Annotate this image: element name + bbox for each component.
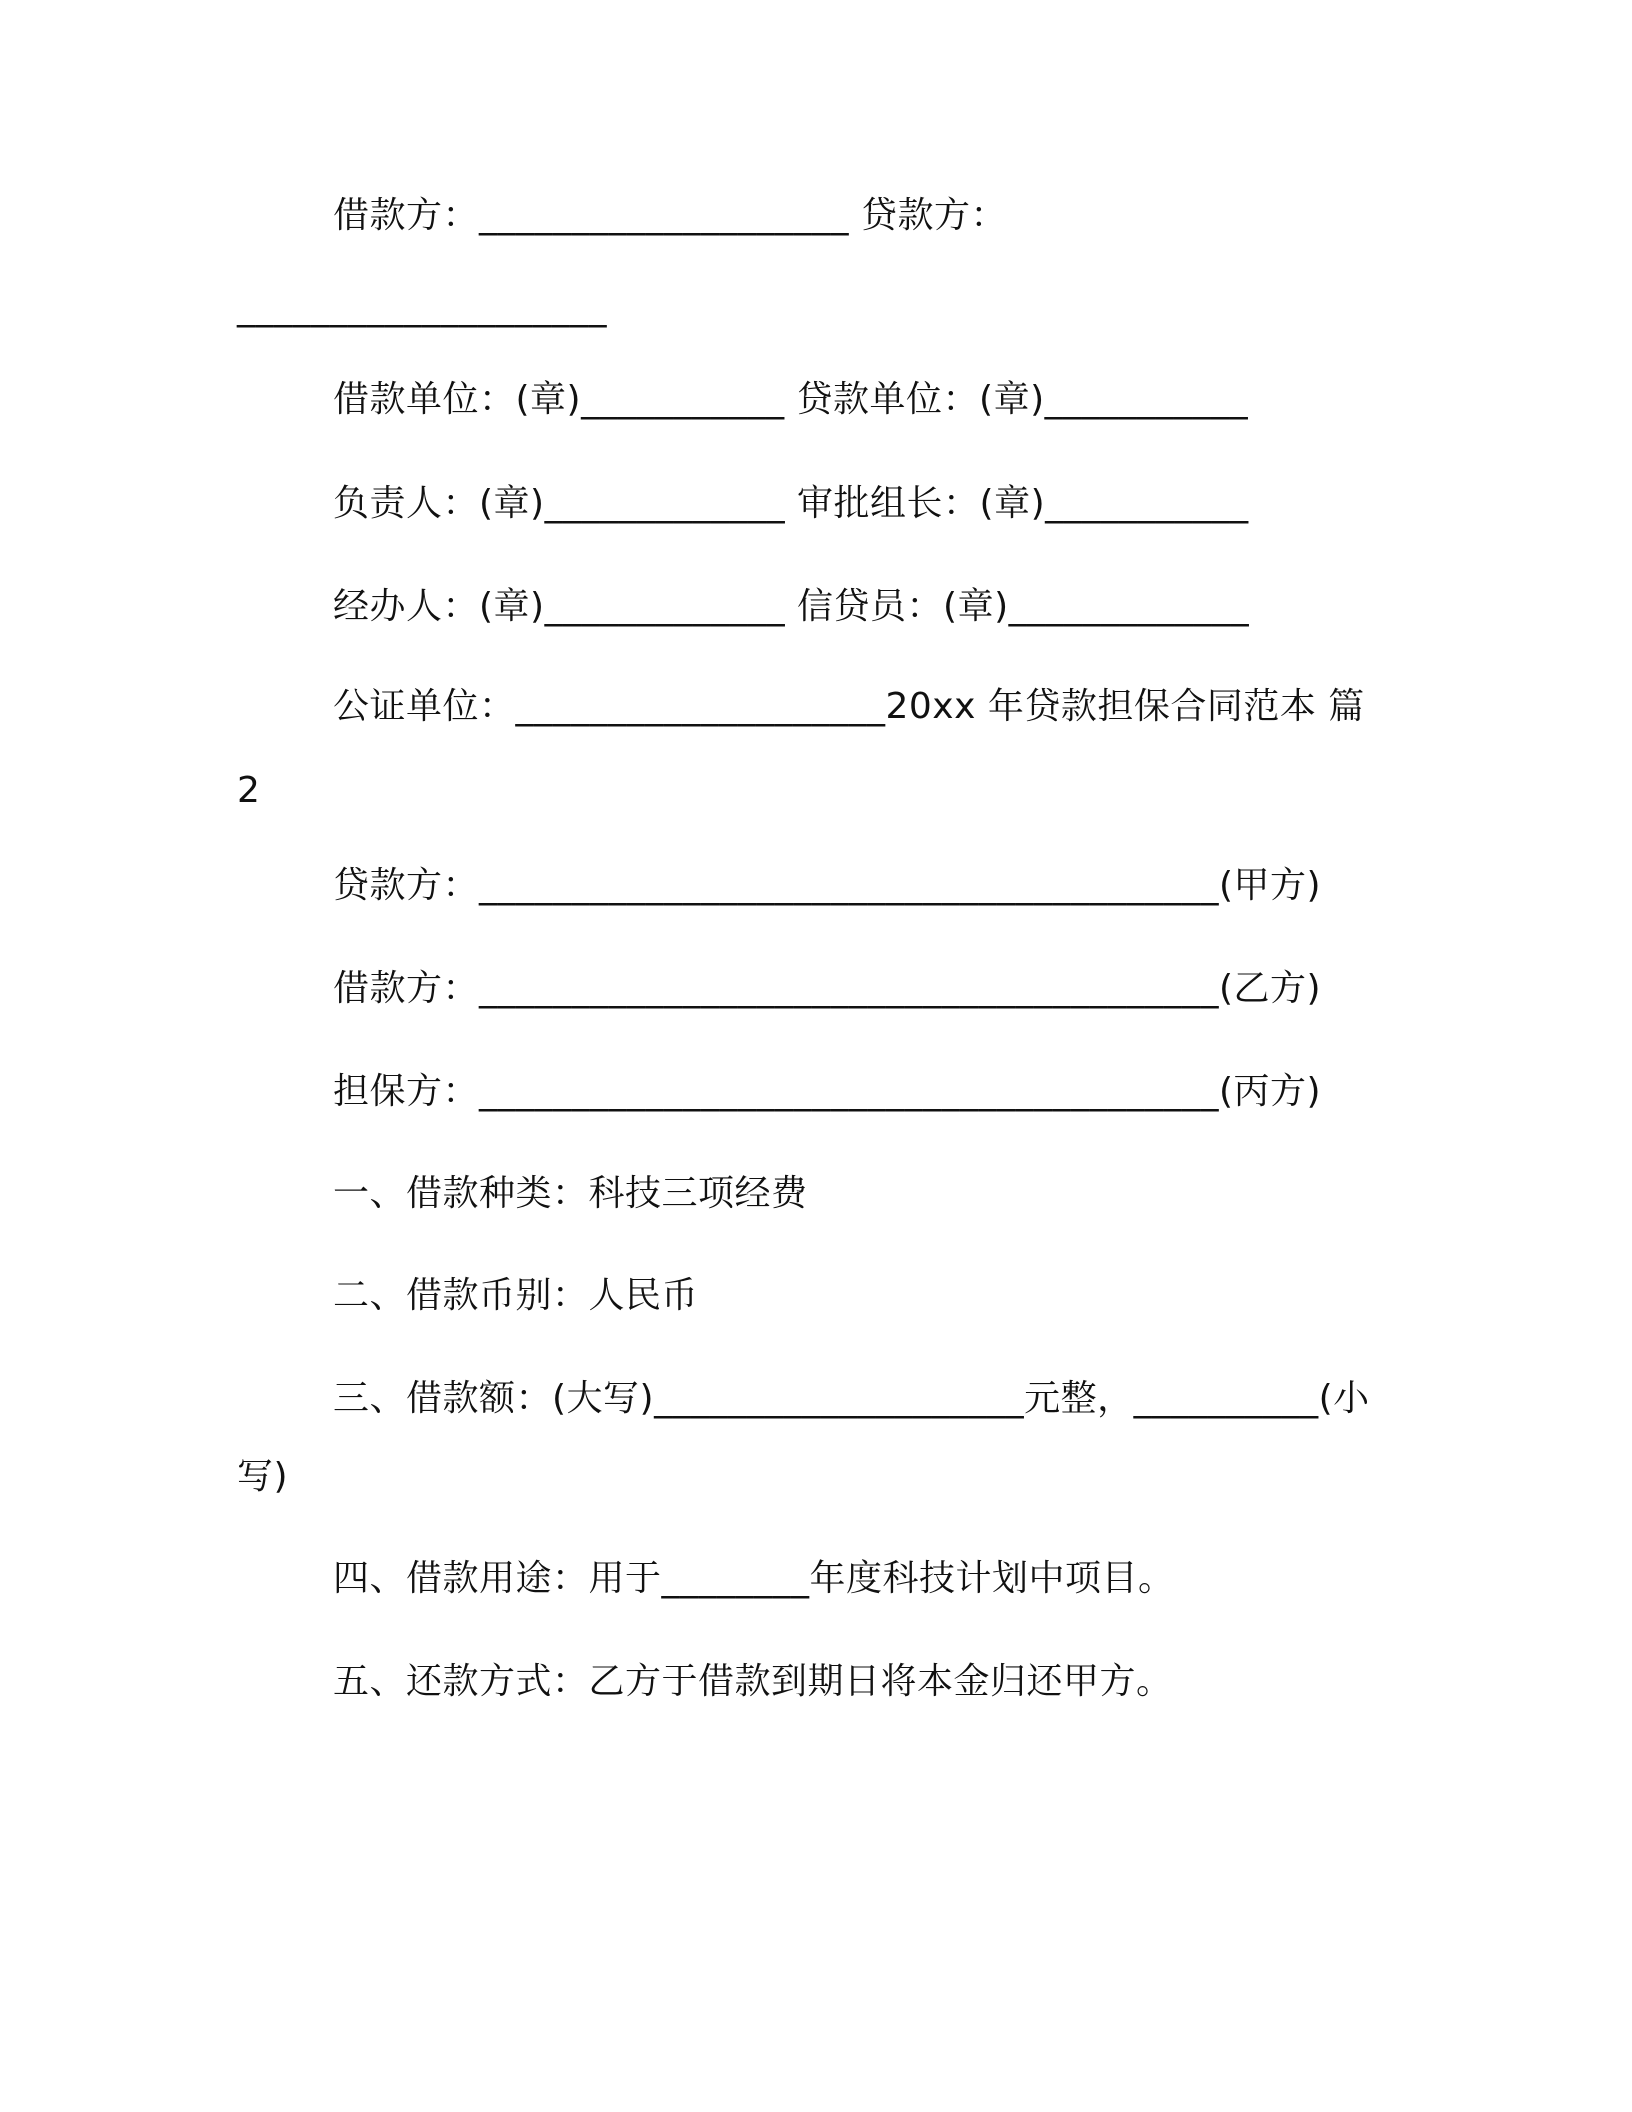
party-a-lender-line: 贷款方：________________________________________(甲方) (333, 865, 1322, 906)
borrowing-lending-unit-line: 借款单位：(章)___________ 贷款单位：(章)___________ (333, 379, 1249, 420)
party-b-borrower-line: 借款方：________________________________________(乙方) (333, 968, 1322, 1009)
clause-loan-currency: 二、借款币别：人民币 (333, 1275, 699, 1316)
signature-lender-blank-line: ____________________ (237, 287, 607, 328)
clause-loan-amount: 三、借款额：(大写)____________________元整，__________(小 (333, 1378, 1370, 1419)
clause-loan-amount-continued: 写) (237, 1456, 289, 1497)
section-number-line: 2 (237, 770, 261, 811)
clause-loan-type: 一、借款种类：科技三项经费 (333, 1173, 808, 1214)
responsible-person-line: 负责人：(章)_____________ 审批组长：(章)___________ (333, 483, 1249, 524)
clause-loan-purpose: 四、借款用途：用于________年度科技计划中项目。 (333, 1558, 1175, 1599)
party-c-guarantor-line: 担保方：________________________________________(丙方) (333, 1071, 1322, 1112)
handler-credit-officer-line: 经办人：(章)_____________ 信贷员：(章)_____________ (333, 586, 1250, 627)
clause-repayment-method: 五、还款方式：乙方于借款到期日将本金归还甲方。 (333, 1661, 1173, 1702)
notary-unit-title-line: 公证单位：____________________20xx 年贷款担保合同范本 篇 (333, 686, 1365, 727)
signature-borrower-lender-line: 借款方：____________________ 贷款方： (333, 195, 1007, 236)
